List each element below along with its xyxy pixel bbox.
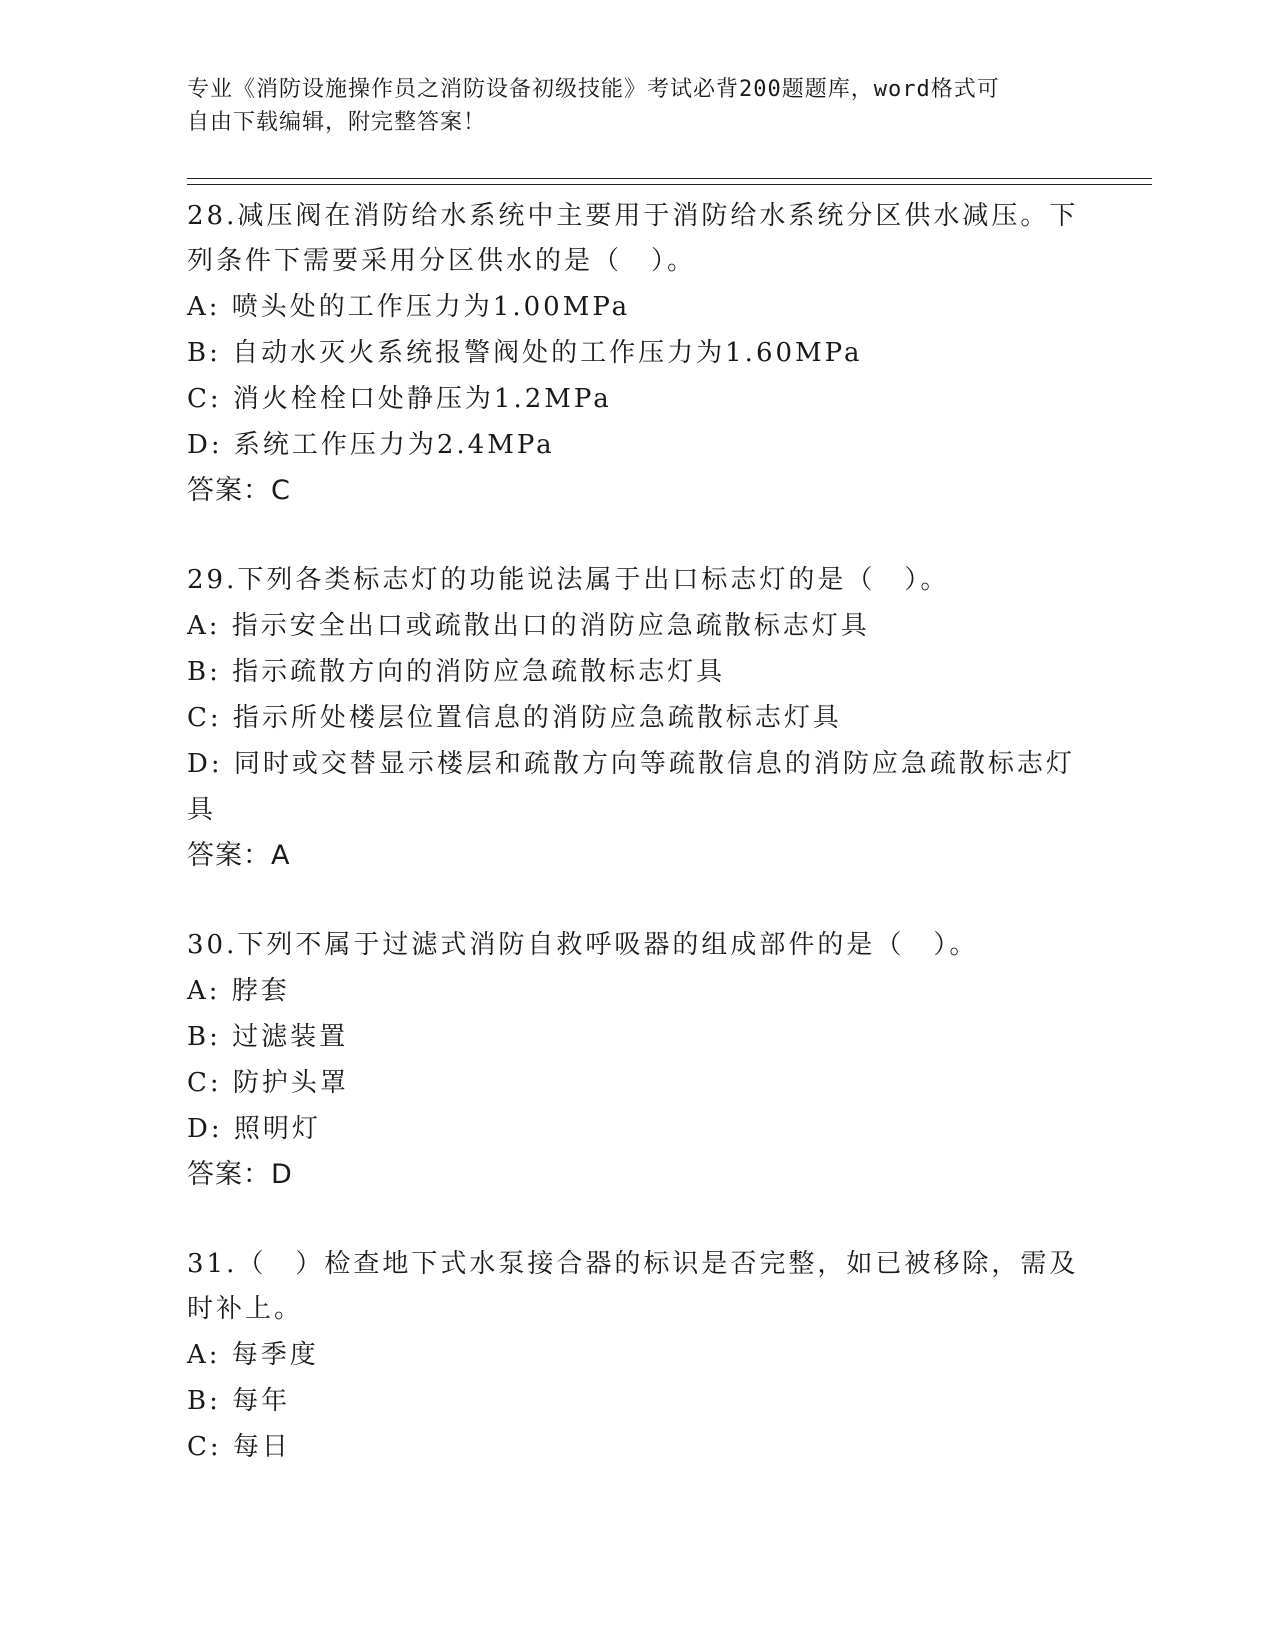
option-d: D: 系统工作压力为2.4MPa xyxy=(187,430,555,460)
question-list xyxy=(187,194,1087,1514)
answer-label: 答案：D xyxy=(187,1159,293,1190)
option-b: B: 过滤装置 xyxy=(187,1022,349,1052)
question-stem-line: 28.减压阀在消防给水系统中主要用于消防给水系统分区供水减压。下 xyxy=(187,201,1079,231)
question-stem-line: 列条件下需要采用分区供水的是（ ）。 xyxy=(187,246,697,276)
document-header xyxy=(187,73,1087,139)
question-31 xyxy=(187,1242,1087,1470)
answer-label: 答案：A xyxy=(187,840,291,871)
option-a: A: 脖套 xyxy=(187,976,290,1006)
header-line-2: 自由下载编辑，附完整答案！ xyxy=(187,110,487,135)
header-divider-top xyxy=(187,178,1152,179)
question-stem-line: 31.（ ）检查地下式水泵接合器的标识是否完整，如已被移除，需及 xyxy=(187,1249,1079,1279)
option-d: D: 照明灯 xyxy=(187,1114,321,1144)
question-stem xyxy=(187,194,1087,284)
option-b: B: 每年 xyxy=(187,1386,291,1416)
question-30 xyxy=(187,923,1087,1198)
question-stem-line: 时补上。 xyxy=(187,1294,304,1324)
option-c: C: 消火栓栓口处静压为1.2MPa xyxy=(187,384,612,414)
option-c: C: 每日 xyxy=(187,1432,291,1462)
option-b: B: 指示疏散方向的消防应急疏散标志灯具 xyxy=(187,657,726,687)
option-d-continued: 具 xyxy=(187,795,217,825)
question-stem-line: 29.下列各类标志灯的功能说法属于出口标志灯的是（ ）。 xyxy=(187,565,950,595)
option-a: A: 每季度 xyxy=(187,1340,319,1370)
header-line-1: 专业《消防设施操作员之消防设备初级技能》考试必背200题题库，word格式可 xyxy=(187,77,1000,102)
option-c: C: 防护头罩 xyxy=(187,1068,349,1098)
question-stem xyxy=(187,1242,1087,1332)
answer-label: 答案：C xyxy=(187,475,291,506)
question-stem-line: 30.下列不属于过滤式消防自救呼吸器的组成部件的是（ ）。 xyxy=(187,930,979,960)
question-stem xyxy=(187,558,1087,603)
option-a: A: 喷头处的工作压力为1.00MPa xyxy=(187,292,631,322)
question-stem xyxy=(187,923,1087,968)
question-29 xyxy=(187,558,1087,879)
option-d: D: 同时或交替显示楼层和疏散方向等疏散信息的消防应急疏散标志灯 xyxy=(187,749,1075,779)
option-c: C: 指示所处楼层位置信息的消防应急疏散标志灯具 xyxy=(187,703,842,733)
option-a: A: 指示安全出口或疏散出口的消防应急疏散标志灯具 xyxy=(187,611,870,641)
header-divider-bottom xyxy=(187,184,1152,185)
question-28 xyxy=(187,194,1087,514)
option-b: B: 自动水灭火系统报警阀处的工作压力为1.60MPa xyxy=(187,338,863,368)
